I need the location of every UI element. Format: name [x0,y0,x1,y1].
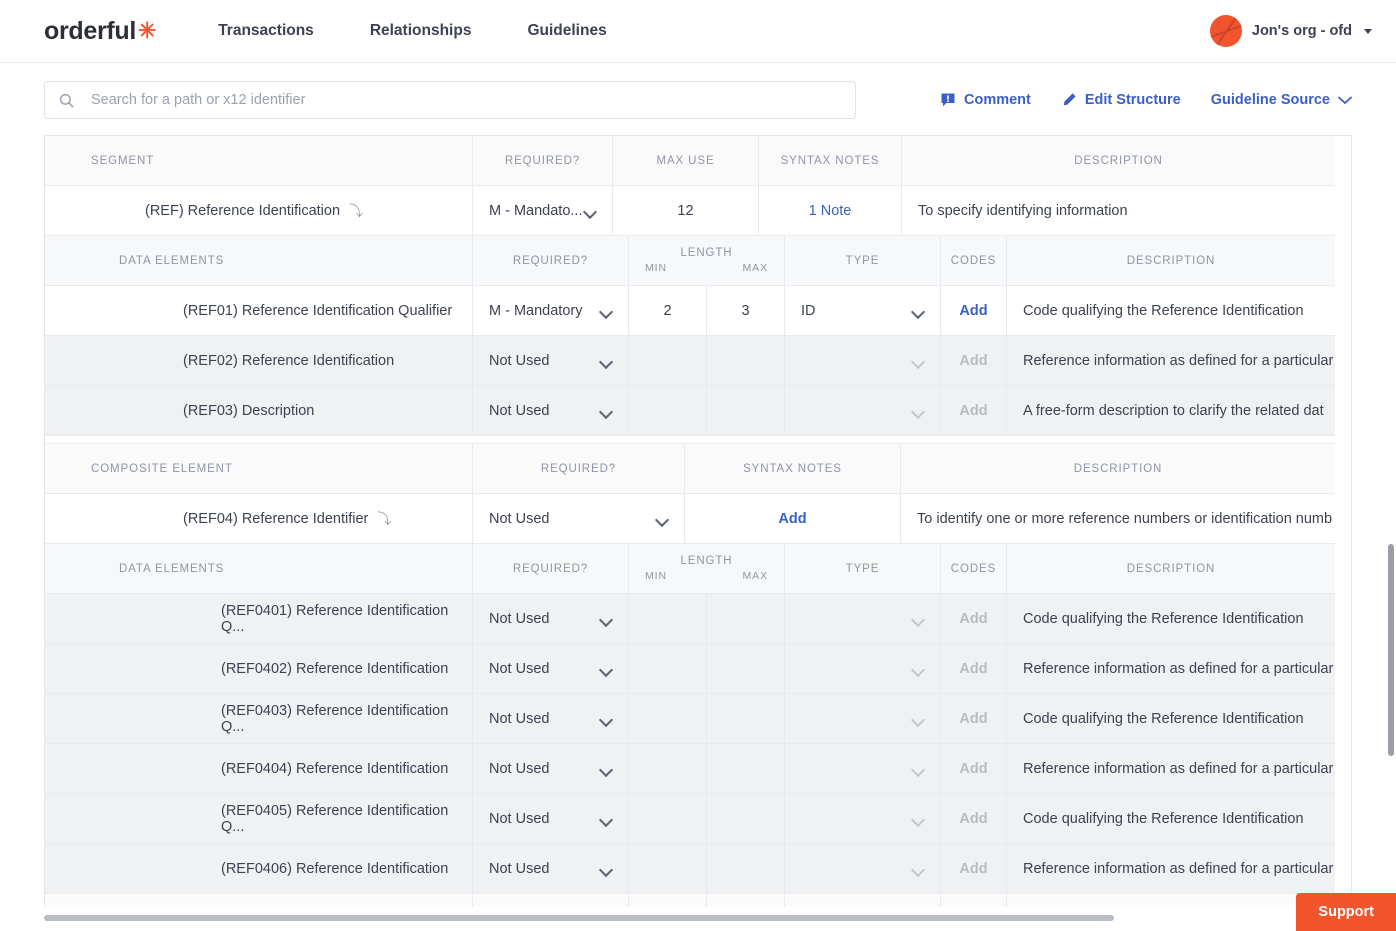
chevron-down-icon [913,665,924,672]
codes-add-link [941,336,1007,385]
chevron-down-icon [913,815,924,822]
data-element-description: Code qualifying the Reference Identification [1023,810,1304,827]
chevron-down-icon [913,865,924,872]
column-header-required: REQUIRED? [473,544,629,593]
max-length-value[interactable] [707,844,785,893]
edit-structure-label: Edit Structure [1084,92,1181,108]
codes-add-label: Add [959,860,988,877]
type-select [785,744,941,793]
syntax-notes-add-label: Add [778,510,807,527]
data-element-name-cell [45,844,473,893]
column-header-required: REQUIRED? [473,136,613,185]
pencil-icon [1061,92,1077,108]
table-row [45,594,1335,644]
column-header-description: DESCRIPTION [1126,562,1216,575]
codes-add-link [941,744,1007,793]
max-length-value[interactable]: 3 [707,286,785,335]
chevron-down-icon [913,615,924,622]
composite-data-elements-header-row [45,544,1335,594]
nav-item-guidelines[interactable]: Guidelines [527,22,607,39]
max-length-value[interactable] [707,894,785,907]
vertical-scrollbar[interactable] [1388,544,1394,756]
data-element-description: Code qualifying the Reference Identification [1023,710,1304,727]
type-select [785,594,941,643]
segment-required-select[interactable] [473,186,613,235]
logo-star-icon: ✳ [138,18,157,43]
data-element-name: (REF01) Reference Identification Qualifier [183,302,453,319]
column-header-required: REQUIRED? [473,444,685,493]
required-value: Not Used [489,860,550,877]
guideline-source-label: Guideline Source [1210,92,1330,108]
min-length-value[interactable] [629,844,707,893]
required-select[interactable] [473,594,629,643]
codes-add-label: Add [959,302,988,319]
data-element-description: Reference information as defined for a particular [1023,760,1334,777]
guideline-grid [45,136,1335,907]
chevron-down-icon [913,715,924,722]
expand-arrow-icon[interactable]: ⤵ [377,510,392,527]
codes-add-link [941,794,1007,843]
toolbar-actions [940,92,1364,108]
required-select[interactable] [473,744,629,793]
max-length-value[interactable] [707,644,785,693]
max-length-value[interactable] [707,386,785,435]
chevron-down-icon [601,665,612,672]
max-length-value[interactable] [707,744,785,793]
required-select[interactable] [473,794,629,843]
column-header-max-use: MAX USE [613,136,759,185]
required-value: Not Used [489,710,550,727]
search-box[interactable] [44,81,856,119]
column-header-type: TYPE [785,236,941,285]
data-element-name: (REF02) Reference Identification [183,352,395,369]
comment-icon [940,92,956,108]
table-row [45,694,1335,744]
column-header-description: DESCRIPTION [1073,462,1163,475]
segment-required-value: M - Mandato... [489,202,583,219]
data-element-description: Reference information as defined for a particular [1023,352,1334,369]
orderful-logo[interactable] [44,17,156,46]
codes-add-label: Add [959,760,988,777]
chevron-down-icon [601,765,612,772]
column-header-codes: CODES [941,544,1007,593]
min-length-value[interactable] [629,336,707,385]
min-length-value[interactable] [629,386,707,435]
required-select[interactable] [473,336,629,385]
chevron-down-icon [913,765,924,772]
nav-item-relationships[interactable]: Relationships [369,22,472,39]
table-row [45,744,1335,794]
codes-add-label: Add [959,402,988,419]
chevron-down-icon [601,865,612,872]
required-value: Not Used [489,610,550,627]
max-length-value[interactable] [707,794,785,843]
comment-button[interactable] [940,92,1031,108]
composite-name: (REF04) Reference Identifier [183,510,369,527]
table-row [45,336,1335,386]
column-header-type: TYPE [785,544,941,593]
table-row [45,794,1335,844]
codes-add-link[interactable] [941,286,1007,335]
data-element-name: (REF0404) Reference Identification [221,760,449,777]
data-element-name: (REF0401) Reference Identification Q... [221,602,449,635]
composite-required-select[interactable] [473,494,685,543]
table-row [45,894,1335,907]
column-header-length [629,236,785,285]
data-element-name-cell [45,594,473,643]
required-value: Not Used [489,352,550,369]
segment-name-cell [45,186,473,235]
min-length-value[interactable] [629,744,707,793]
chevron-down-icon [601,307,612,314]
data-element-name: (REF0402) Reference Identification [221,660,449,677]
data-element-name: (REF0405) Reference Identification Q... [221,802,449,835]
nav-item-transactions[interactable]: Transactions [218,22,314,39]
required-value: Not Used [489,402,550,419]
chevron-down-icon [913,407,924,414]
type-select [785,694,941,743]
codes-add-link [941,594,1007,643]
data-element-description: Code qualifying the Reference Identification [1023,610,1304,627]
min-length-value[interactable] [629,594,707,643]
column-header-length [629,544,785,593]
data-element-description: Code qualifying the Reference Identification [1023,302,1304,319]
column-header-codes: CODES [941,236,1007,285]
main-nav-links [218,22,607,40]
edit-structure-button[interactable] [1061,92,1181,108]
codes-add-label: Add [959,660,988,677]
min-length-value[interactable]: 2 [629,286,707,335]
composite-syntax-notes-link[interactable] [685,494,901,543]
codes-add-label: Add [959,710,988,727]
column-header-description: DESCRIPTION [1074,154,1163,167]
data-element-name-cell [45,286,473,335]
table-row [45,386,1335,436]
org-switcher[interactable] [1210,15,1372,47]
required-value: Not Used [489,660,550,677]
chevron-down-icon [1364,29,1372,34]
chevron-down-icon [601,357,612,364]
data-element-description: Reference information as defined for a particular [1023,660,1334,677]
chevron-down-icon [601,407,612,414]
support-button[interactable]: Support [1296,893,1396,931]
codes-add-link [941,644,1007,693]
column-header-description: DESCRIPTION [1126,254,1216,267]
avatar [1210,15,1242,47]
type-select [785,386,941,435]
column-header-syntax-notes: SYNTAX NOTES [759,136,902,185]
data-element-name: (REF03) Description [183,402,315,419]
min-label: MIN [645,262,667,274]
composite-required-value: Not Used [489,510,550,527]
required-value: Not Used [489,760,550,777]
chevron-down-icon [601,715,612,722]
data-element-name-cell [45,794,473,843]
table-row [45,286,1335,336]
search-icon [59,93,73,107]
segment-row [45,186,1335,236]
data-elements-header-row [45,236,1335,286]
min-length-value[interactable] [629,694,707,743]
type-select [785,794,941,843]
composite-description: To identify one or more reference numbers or identification numb [917,510,1333,527]
column-header-segment: SEGMENT [45,136,473,185]
type-select[interactable] [785,286,941,335]
chevron-down-icon [601,815,612,822]
column-header-required: REQUIRED? [473,236,629,285]
codes-add-label: Add [959,610,988,627]
required-select[interactable] [473,694,629,743]
required-value: M - Mandatory [489,302,583,319]
codes-add-label: Add [959,352,988,369]
column-header-syntax-notes: SYNTAX NOTES [685,444,901,493]
toolbar [0,63,1396,135]
data-element-name-cell [45,336,473,385]
chevron-down-icon [913,357,924,364]
chevron-down-icon [913,307,924,314]
required-select[interactable] [473,286,629,335]
type-select [785,644,941,693]
length-label: LENGTH [680,555,733,567]
max-length-value[interactable] [707,594,785,643]
segment-max-use-value[interactable]: 12 [613,186,759,235]
guideline-source-dropdown[interactable] [1211,92,1352,108]
data-element-name-cell [45,744,473,793]
max-label: MAX [742,570,768,582]
data-element-name-cell [45,694,473,743]
segment-name: (REF) Reference Identification [145,202,341,219]
composite-name-cell [45,494,473,543]
chevron-down-icon [601,615,612,622]
chevron-down-icon [1338,96,1352,105]
data-element-name-cell [45,894,473,907]
composite-row [45,494,1335,544]
type-select [785,336,941,385]
required-select[interactable] [473,894,629,907]
table-row [45,644,1335,694]
codes-add-link [941,844,1007,893]
type-select [785,894,941,907]
max-label: MAX [742,262,768,274]
codes-add-link [941,386,1007,435]
type-value: ID [801,302,816,319]
org-name-label: Jon's org - ofd [1251,23,1352,39]
length-label: LENGTH [680,247,733,259]
data-element-name-cell [45,644,473,693]
data-element-description: Reference information as defined for a particular [1023,860,1334,877]
min-length-value[interactable] [629,894,707,907]
section-divider [45,436,1335,444]
required-select[interactable] [473,644,629,693]
chevron-down-icon [585,207,596,214]
min-length-value[interactable] [629,644,707,693]
column-header-data-elements: DATA ELEMENTS [45,236,473,285]
codes-add-link [941,894,1007,907]
data-element-name-cell [45,386,473,435]
type-select [785,844,941,893]
expand-arrow-icon[interactable]: ⤵ [349,202,364,219]
required-value: Not Used [489,810,550,827]
search-input[interactable] [89,82,855,118]
data-element-description [1007,894,1335,907]
data-element-description: A free-form description to clarify the related dat [1023,402,1324,419]
codes-add-label: Add [959,810,988,827]
guideline-table [44,135,1352,907]
table-row [45,844,1335,894]
codes-add-link [941,694,1007,743]
chevron-down-icon [657,515,668,522]
horizontal-scrollbar[interactable] [44,915,1114,921]
segment-syntax-notes-link[interactable] [759,186,902,235]
required-select[interactable] [473,386,629,435]
top-navigation-bar [0,0,1396,63]
segment-header-row [45,136,1335,186]
min-length-value[interactable] [629,794,707,843]
comment-label: Comment [964,92,1031,108]
segment-description: To specify identifying information [918,202,1128,219]
min-label: MIN [645,570,667,582]
data-element-name: (REF0406) Reference Identification [221,860,449,877]
max-length-value[interactable] [707,336,785,385]
column-header-composite-element: COMPOSITE ELEMENT [45,444,473,493]
data-element-name: (REF0403) Reference Identification Q... [221,702,449,735]
composite-header-row [45,444,1335,494]
logo-text: orderful [44,16,137,45]
column-header-data-elements: DATA ELEMENTS [45,544,473,593]
syntax-notes-value: 1 Note [808,202,852,219]
required-select[interactable] [473,844,629,893]
max-length-value[interactable] [707,694,785,743]
